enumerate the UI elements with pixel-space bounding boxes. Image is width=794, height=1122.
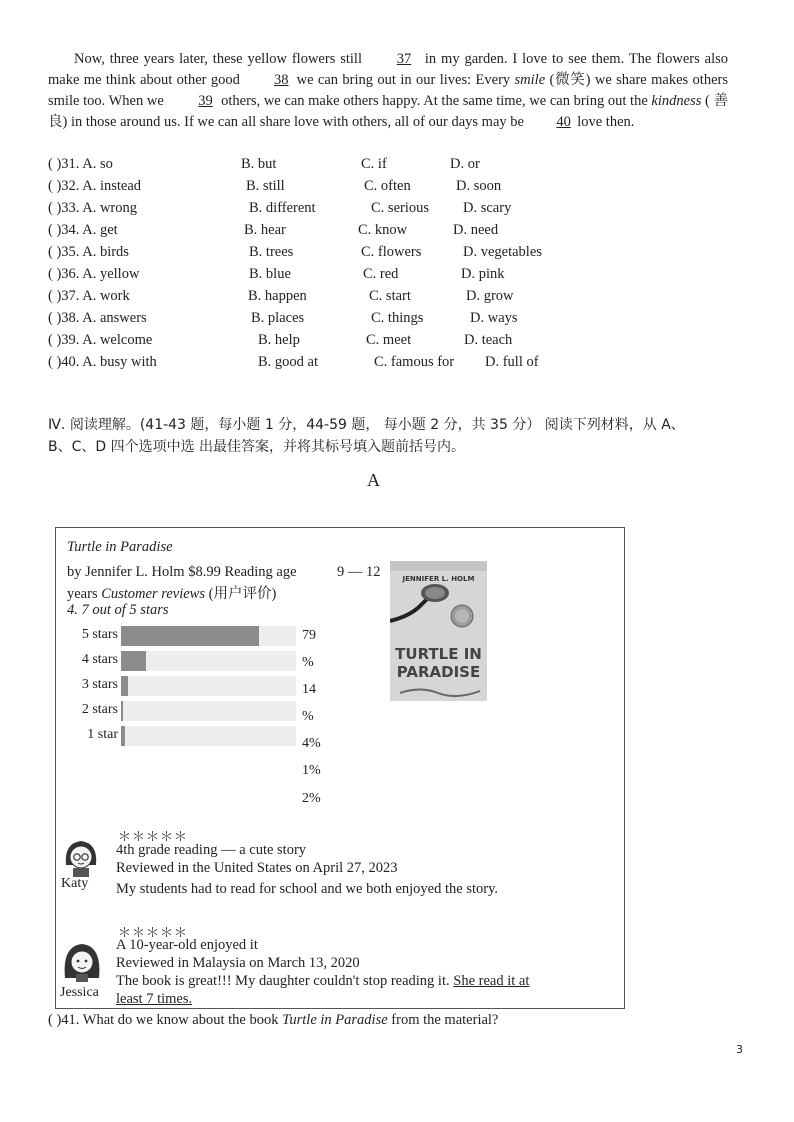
- book-title: Turtle in Paradise: [67, 539, 173, 555]
- option-d: D. teach: [464, 332, 513, 348]
- star-bar-fill: [121, 676, 128, 696]
- star-row-label: 4 stars: [81, 652, 118, 667]
- question-stem: ( )31. A. so: [48, 156, 113, 172]
- option-b: B. but: [241, 156, 277, 172]
- option-c: C. flowers: [361, 244, 422, 260]
- overall-rating: 4. 7 out of 5 stars: [67, 602, 169, 618]
- star-bar-fill: [121, 651, 146, 671]
- cloze-passage: Now, three years later, these yellow flowers still 37 in my garden. I love to see them. The flowers also make me think about other good 38 we can bring out in our lives: Every smile (微笑) we share makes others smile too. When we 39 others, we can make others happy. At the same time, we can bring out the kindness ( 善 良) in those around us. If we can all share love with others, all of our days may be 40 love then.: [48, 49, 728, 133]
- option-c: C. serious: [371, 200, 429, 216]
- star-bar-track: [121, 676, 296, 696]
- star-bar-track: [121, 626, 296, 646]
- option-d: D. pink: [461, 266, 505, 282]
- part-label: A: [367, 470, 380, 490]
- question-41: ( )41. What do we know about the book Turtle in Paradise from the material?: [48, 1012, 499, 1028]
- option-b: B. hear: [244, 222, 286, 238]
- reviewer-name-katy: Katy: [61, 876, 89, 891]
- percentage-label: 14: [302, 682, 316, 697]
- percentage-label: %: [302, 655, 314, 670]
- question-stem: ( )32. A. instead: [48, 178, 142, 194]
- option-c: C. meet: [366, 332, 412, 348]
- jessica-avatar: [60, 940, 104, 984]
- percentage-label: 4%: [302, 736, 321, 751]
- option-d: D. scary: [463, 200, 512, 216]
- review-stars: ＊＊＊＊＊: [118, 829, 189, 844]
- review-body-continued: least 7 times.: [116, 991, 193, 1007]
- option-d: D. or: [450, 156, 480, 172]
- review-body: My students had to read for school and we both enjoyed the story.: [116, 881, 499, 897]
- question-stem: ( )36. A. yellow: [48, 266, 140, 282]
- star-bar-fill: [121, 726, 125, 746]
- katy-avatar: [60, 835, 102, 877]
- option-b: B. still: [246, 178, 285, 194]
- option-c: C. know: [358, 222, 408, 238]
- page-number: 3: [736, 1043, 743, 1056]
- blank-37: 37: [396, 51, 412, 67]
- star-bar-track: [121, 651, 296, 671]
- option-d: D. need: [453, 222, 499, 238]
- review-meta: Reviewed in the United States on April 27, 2023: [116, 860, 398, 876]
- option-c: C. if: [361, 156, 387, 172]
- star-row-label: 5 stars: [81, 627, 118, 642]
- star-row-label: 1 star: [87, 727, 118, 742]
- book-cover-image: [390, 561, 487, 701]
- option-d: D. vegetables: [463, 244, 542, 260]
- blank-38: 38: [274, 72, 289, 88]
- percentage-label: 1%: [302, 763, 321, 778]
- question-stem: ( )34. A. get: [48, 222, 118, 238]
- question-stem: ( )35. A. birds: [48, 244, 129, 260]
- question-stem: ( )37. A. work: [48, 288, 130, 304]
- review-meta: Reviewed in Malaysia on March 13, 2020: [116, 955, 360, 971]
- cover-author: JENNIFER L. HOLM: [402, 575, 475, 583]
- option-b: B. places: [251, 310, 305, 326]
- question-stem: ( )33. A. wrong: [48, 200, 138, 216]
- star-row-label: 3 stars: [81, 677, 118, 692]
- book-byline: by Jennifer L. Holm $8.99 Reading age: [67, 564, 297, 580]
- reading-age: 9 — 12: [337, 564, 381, 580]
- option-b: B. trees: [249, 244, 294, 260]
- star-bar-fill: [121, 626, 259, 646]
- star-bar-fill: [121, 701, 123, 721]
- review-headline: A 10-year-old enjoyed it: [116, 937, 258, 953]
- option-b: B. different: [249, 200, 316, 216]
- star-bar-track: [121, 726, 296, 746]
- question-stem: ( )40. A. busy with: [48, 354, 157, 370]
- cover-title-2: PARADISE: [396, 663, 481, 681]
- percentage-label: 79: [302, 628, 316, 643]
- section-heading: Ⅳ. 阅读理解。(41-43 题，每小题 1 分，44-59 题， 每小题 2 分，共 35 分） 阅读下列材料，从 A、 B、C、D 四个选项中选 出最佳答案，并将其标号填入题前括号内。: [48, 417, 685, 455]
- cover-title-1: TURTLE IN: [395, 645, 482, 663]
- option-b: B. happen: [248, 288, 307, 304]
- kindness-word: kindness: [651, 93, 702, 109]
- option-b: B. help: [258, 332, 300, 348]
- blank-39: 39: [198, 93, 213, 109]
- question-stem: ( )38. A. answers: [48, 310, 147, 326]
- option-d: D. soon: [456, 178, 502, 194]
- blank-40: 40: [556, 114, 571, 130]
- option-b: B. good at: [258, 354, 319, 370]
- review-body: The book is great!!! My daughter couldn't stop reading it. She read it at: [116, 973, 530, 989]
- percentage-label: 2%: [302, 791, 321, 806]
- option-c: C. often: [364, 178, 411, 194]
- review-stars: ＊＊＊＊＊: [118, 925, 189, 940]
- option-c: C. things: [371, 310, 424, 326]
- percentage-label: %: [302, 709, 314, 724]
- option-b: B. blue: [249, 266, 291, 282]
- smile-word: smile: [514, 72, 546, 88]
- star-row-label: 2 stars: [81, 702, 118, 717]
- question-stem: ( )39. A. welcome: [48, 332, 153, 348]
- option-d: D. full of: [485, 354, 539, 370]
- option-c: C. famous for: [374, 354, 455, 370]
- review-headline: 4th grade reading — a cute story: [116, 842, 307, 858]
- reviews-label: years Customer reviews (用户评价): [67, 586, 277, 602]
- option-d: D. ways: [470, 310, 518, 326]
- reviewer-name-jessica: Jessica: [60, 985, 99, 1000]
- option-c: C. start: [369, 288, 411, 304]
- option-c: C. red: [363, 266, 399, 282]
- option-d: D. grow: [466, 288, 514, 304]
- star-bar-track: [121, 701, 296, 721]
